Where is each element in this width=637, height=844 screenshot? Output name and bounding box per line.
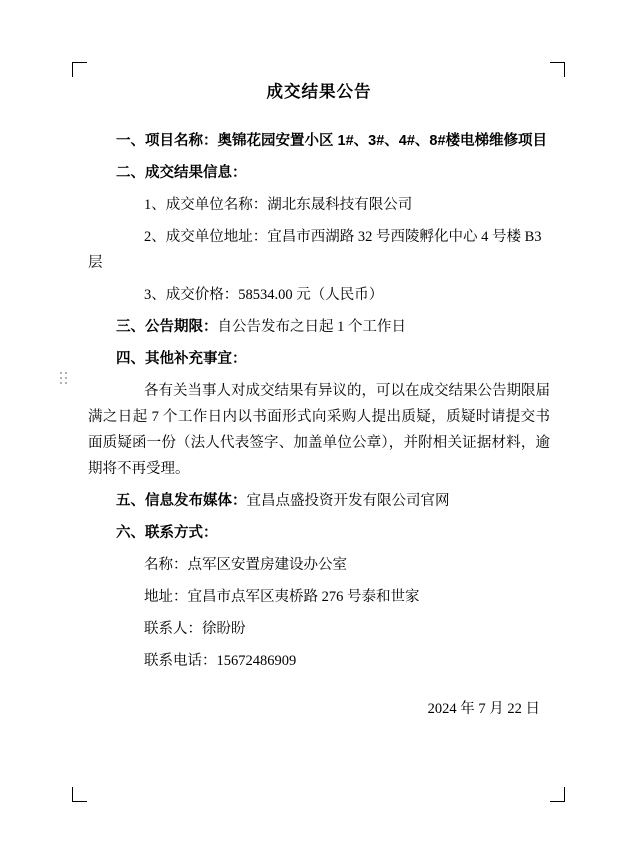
section-media <box>88 488 550 514</box>
section-winner-name-value: 湖北东晟科技有限公司 <box>267 197 413 213</box>
crop-mark-top-right <box>550 62 565 77</box>
section-supplementary-body: 各有关当事人对成交结果有异议的，可以在成交结果公告期限届满之日起 7 个工作日内以书面形式向采购人提出质疑，质疑时请提交书面质疑函一份（法人代表签字、加盖单位公章），并附相关证据材料，逾期将不再受理。 <box>88 383 550 477</box>
section-winner-name <box>88 192 550 218</box>
contact-name <box>88 552 550 578</box>
contact-person-label: 联系人： <box>144 621 202 637</box>
document-date: 2024 年 7 月 22 日 <box>427 701 540 717</box>
drag-handle-icon[interactable] <box>60 372 68 386</box>
section-winner-address <box>88 224 550 276</box>
section-winner-name-label: 1、成交单位名称： <box>144 197 268 213</box>
contact-address-value: 宜昌市点军区夷桥路 276 号泰和世家 <box>187 589 420 605</box>
contact-phone <box>88 648 550 674</box>
section-project-name <box>88 128 550 154</box>
section-winner-price-label: 3、成交价格： <box>144 287 239 303</box>
contact-name-value: 点军区安置房建设办公室 <box>187 557 347 573</box>
contact-phone-value: 15672486909 <box>216 653 297 669</box>
contact-person <box>88 616 550 642</box>
section-result-info <box>88 160 550 186</box>
section-winner-address-value: 宜昌市西湖路 32 号西陵孵化中心 4 号楼 B3 层 <box>88 229 542 271</box>
section-result-info-label: 二、成交结果信息： <box>116 165 247 181</box>
contact-phone-label: 联系电话： <box>144 653 217 669</box>
section-media-value: 宜昌点盛投资开发有限公司官网 <box>246 493 450 509</box>
contact-person-value: 徐盼盼 <box>202 621 246 637</box>
section-notice-period <box>88 314 550 340</box>
section-winner-price <box>88 282 550 308</box>
page-title: 成交结果公告 <box>266 83 372 101</box>
crop-mark-bottom-left <box>72 787 87 802</box>
section-winner-price-value: 58534.00 元（人民币） <box>238 287 384 303</box>
section-contact-label: 六、联系方式： <box>116 525 218 541</box>
section-winner-address-label: 2、成交单位地址： <box>144 229 268 245</box>
section-supplementary <box>88 346 550 372</box>
section-media-label: 五、信息发布媒体： <box>116 493 247 509</box>
section-notice-period-value: 自公告发布之日起 1 个工作日 <box>217 319 406 335</box>
crop-mark-bottom-right <box>550 787 565 802</box>
contact-address <box>88 584 550 610</box>
contact-address-label: 地址： <box>144 589 188 605</box>
section-supplementary-label: 四、其他补充事宜： <box>116 351 247 367</box>
crop-mark-top-left <box>72 62 87 77</box>
section-project-name-label: 一、项目名称： <box>116 133 218 149</box>
section-contact <box>88 520 550 546</box>
contact-name-label: 名称： <box>144 557 188 573</box>
section-project-name-value: 奥锦花园安置小区 1#、3#、4#、8#楼电梯维修项目 <box>217 133 548 149</box>
section-notice-period-label: 三、公告期限： <box>116 319 218 335</box>
document-body <box>88 78 550 728</box>
